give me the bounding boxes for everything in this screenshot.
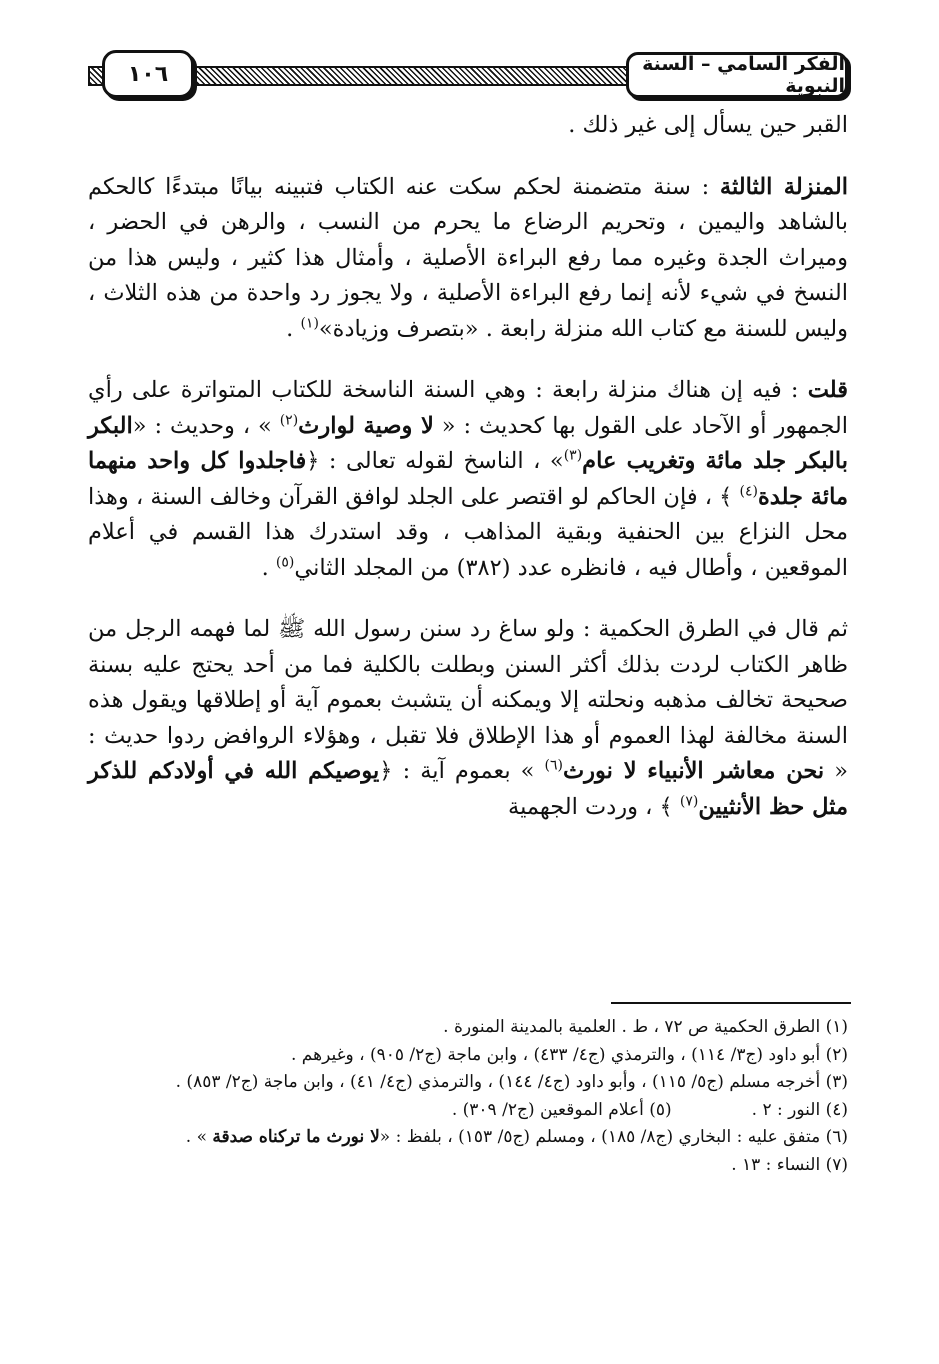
running-title xyxy=(626,52,848,98)
paragraph-lead: قلت xyxy=(807,377,848,403)
footnotes xyxy=(88,1014,848,1179)
footnote-separator xyxy=(611,1002,851,1004)
footnote-ref: (٢) xyxy=(279,412,299,428)
page-header xyxy=(88,48,848,100)
paragraph-text: ﴾ ، فإن الحاكم لو اقتصر على الجلد لوافق القرآن وخالف السنة ، وهذا محل النزاع بين الحنفية وبقية المذاهب ، وقد استدرك هذا القسم في أعلام الموقعين ، وأطال فيه ، فانظره عدد (٣٨٢) من المجلد الثاني xyxy=(88,483,848,581)
footnote-ref: (٦) xyxy=(544,757,563,774)
paragraph-lead: المنزلة الثالثة xyxy=(719,173,848,200)
footnote-6 xyxy=(88,1124,848,1152)
quran-quote: فاجلدوا كل واحد منهما مائة جلدة xyxy=(88,448,848,510)
paragraph-text: » ، الناسخ لقوله تعالى : ﴿ xyxy=(306,448,564,474)
paragraph-text: . xyxy=(261,554,276,581)
footnote-5: (٥) أعلام الموقعين (ج٢/ ٣٠٩) . xyxy=(451,1099,672,1120)
footnote-text: » . xyxy=(185,1127,213,1147)
page-number xyxy=(102,50,194,98)
quran-quote: يوصيكم الله في أولادكم للذكر مثل حظ الأنثيين xyxy=(88,758,848,820)
paragraph-continuation: القبر حين يسأل إلى غير ذلك . xyxy=(568,112,848,138)
paragraph-text: ثم قال في الطرق الحكمية : ولو ساغ رد سنن رسول الله ﷺ لما فهمه الرجل من ظاهر الكتاب لردت بذلك أكثر السنن وبطلت بالكلية فما من أحد يحتج عليه بسنة صحيحة تخالف مذهبه ونحلته إلا ويمكنه أن يتشبث بعموم آية أو إطلاقها ويقول هذه السنة مخالفة لهذا العموم أو هذا الإطلاق فلا تقبل ، وهؤلاء الروافض ردوا حديث : « xyxy=(88,616,849,784)
footnote-2: (٢) أبو داود (ج٣/ ١١٤) ، والترمذي (ج٤/ ٤٣٣) ، وابن ماجة (ج٢/ ٩٠٥) ، وغيرهم . xyxy=(291,1044,848,1065)
footnote-ref: (٧) xyxy=(679,793,699,809)
hadith-quote: نحن معاشر الأنبياء لا نورث xyxy=(563,758,825,784)
footnote-1: (١) الطرق الحكمية ص ٧٢ ، ط . العلمية بالمدينة المنورة . xyxy=(443,1017,848,1037)
footnote-ref: (٤) xyxy=(739,483,758,499)
hadith-quote: لا وصية لوارث xyxy=(298,412,434,439)
footnote-ref: (٥) xyxy=(275,554,295,570)
paragraph-text: : فيه إن هناك منزلة رابعة : وهي السنة الناسخة للكتاب المتواترة على رأي الجمهور أو الآحاد على القول بها كحديث : « xyxy=(88,377,848,439)
running-title-text: الفكر السامي – السنة النبوية xyxy=(642,53,845,97)
paragraph-turuq xyxy=(88,612,848,825)
footnote-7: (٧) النساء : ١٣ . xyxy=(731,1154,848,1175)
page-number-text: ١٠٦ xyxy=(127,61,169,87)
footnote-ref: (١) xyxy=(300,315,319,331)
footnote-quote: لا نورث ما تركناه صدقة xyxy=(212,1127,380,1147)
hadith-quote: البكر بالبكر جلد مائة وتغريب عام xyxy=(88,412,848,474)
paragraph-text: : سنة متضمنة لحكم سكت عنه الكتاب فتبينه بيانًا مبتدءًا كالحكم بالشاهد واليمين ، وتحريم الرضاع ما يحرم من النسب ، والرهن في الحضر ، وميراث الجدة وغيره مما رفع البراءة الأصلية ، وأمثال هذا كثير ، وليس هذا من النسخ في شيء لأنه إنما رفع البراءة الأصلية ، ولا يجوز رد واحدة من هذه الثلاث ، وليس للسنة مع كتاب الله منزلة رابعة . «بتصرف وزيادة» xyxy=(88,173,848,342)
footnote-text: (٦) متفق عليه : البخاري (ج٨/ ١٨٥) ، ومسلم (ج٥/ ١٥٣) ، بلفظ : « xyxy=(379,1127,848,1147)
body-text xyxy=(88,108,848,825)
footnote-row-4-5 xyxy=(88,1097,848,1125)
paragraph-text: ﴾ ، وردت الجهمية xyxy=(508,793,680,820)
footnote-4: (٤) النور : ٢ . xyxy=(751,1099,848,1120)
paragraph-comment xyxy=(88,373,848,586)
footnote-ref: (٣) xyxy=(563,447,583,464)
paragraph-third-rank xyxy=(88,170,848,348)
paragraph-text: » بعموم آية : ﴿ xyxy=(379,758,545,784)
paragraph-text: . xyxy=(286,315,301,342)
paragraph-text: » ، وحديث : « xyxy=(132,412,280,439)
footnote-3: (٣) أخرجه مسلم (ج٥/ ١١٥) ، وأبو داود (ج٤/ ١٤٤) ، والترمذي (ج٤/ ٤١) ، وابن ماجة (ج٢/ ٨٥٣) . xyxy=(175,1072,848,1092)
